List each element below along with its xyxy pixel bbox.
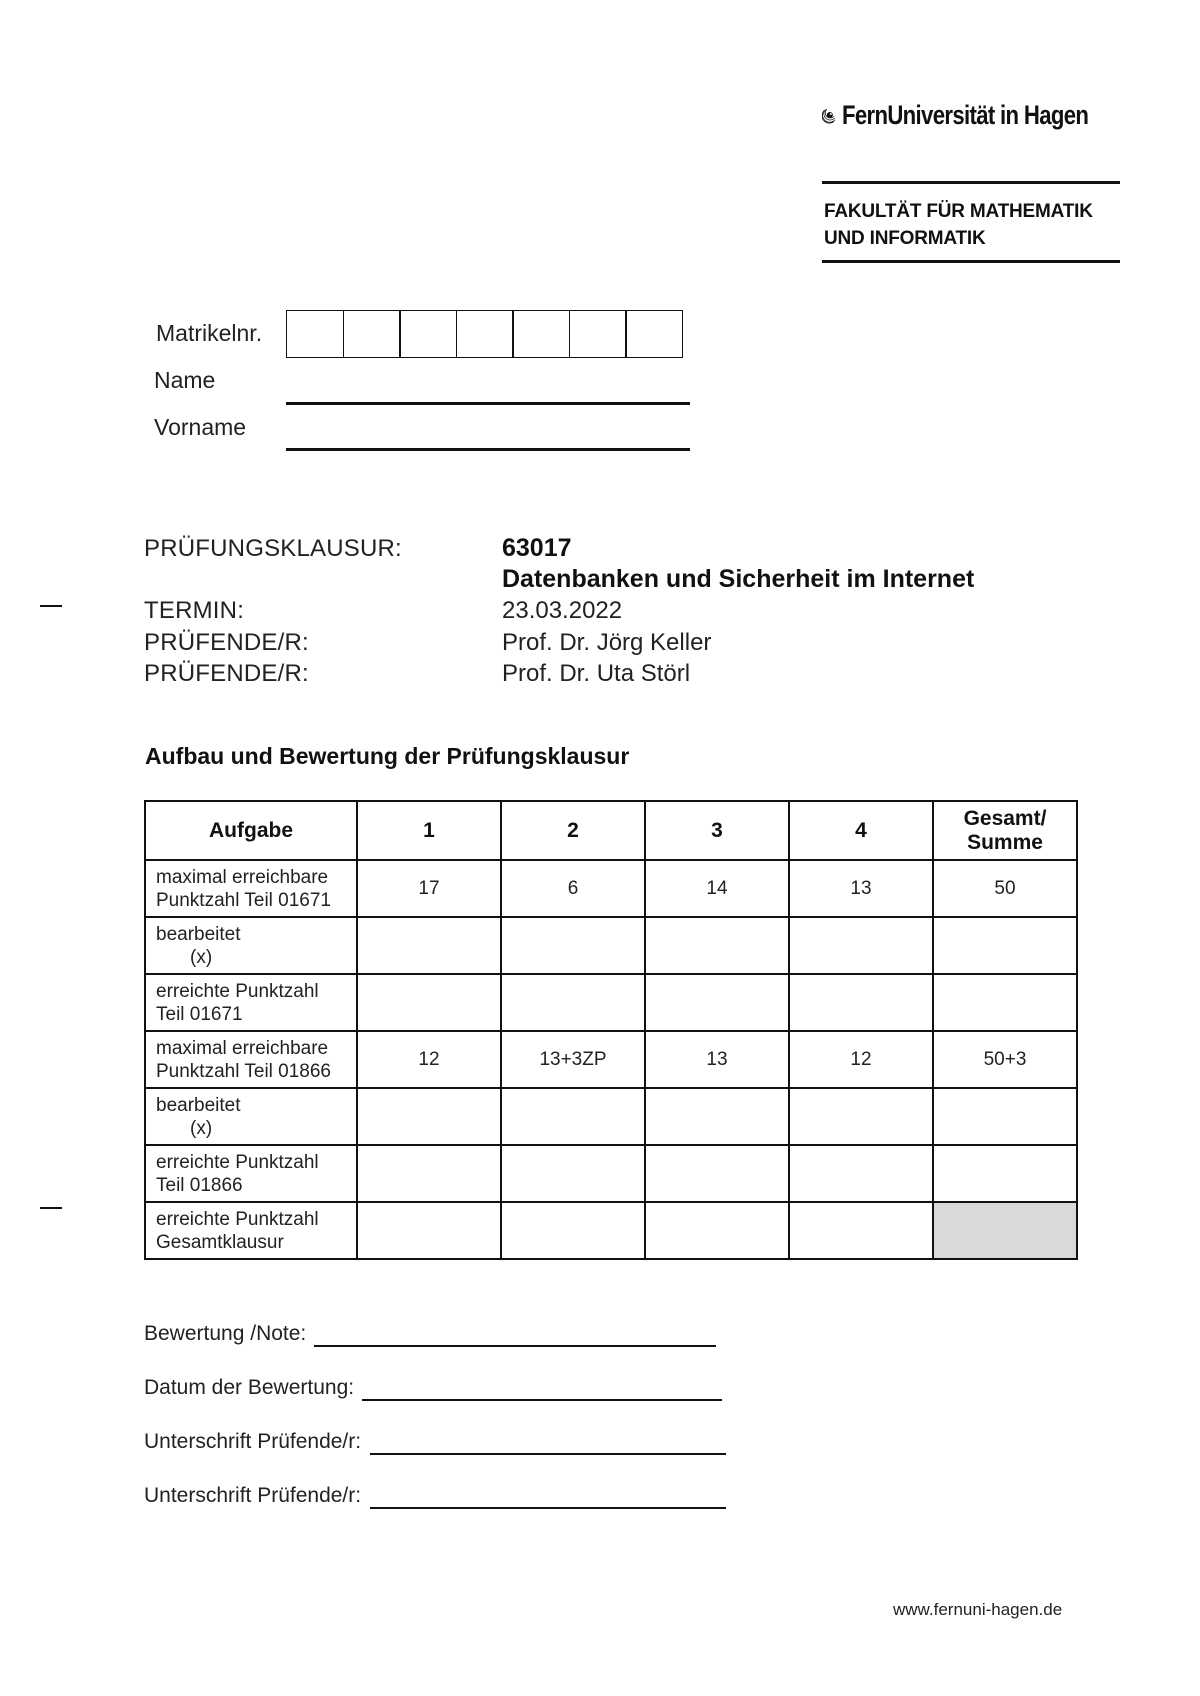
row-label-line-1: bearbeitet [156,1094,241,1116]
row-label-line-2: Gesamtklausur [156,1231,284,1253]
fernuni-logo-icon [822,84,838,146]
examiner2-label: PRÜFENDE/R: [144,660,309,687]
table-cell-input[interactable] [645,917,789,974]
matrikel-boxes[interactable] [286,310,683,358]
row-label [145,1202,357,1259]
examiner1-label: PRÜFENDE/R: [144,629,309,656]
name-label: Name [154,367,216,393]
header-rule-top [822,181,1120,184]
row-label-line-1: maximal erreichbare [156,866,329,888]
klausur-label: PRÜFUNGSKLAUSUR: [144,535,402,562]
table-cell-input[interactable] [789,974,933,1031]
row-label-line-1: bearbeitet [156,923,241,945]
table-cell-input[interactable] [789,1145,933,1202]
header-total-line-2: Summe [967,830,1043,854]
matrikel-label: Matrikelnr. [156,320,263,346]
klausur-title: Datenbanken und Sicherheit im Internet [502,565,975,593]
row-label-line-1: erreichte Punktzahl [156,1151,319,1173]
row-label-line-2: Punktzahl Teil 01866 [156,1060,331,1082]
table-cell-input[interactable] [933,917,1077,974]
table-row [145,917,1077,974]
table-cell: 14 [645,860,789,917]
table-cell-input[interactable] [501,1145,645,1202]
row-label [145,1031,357,1088]
matrikel-digit-box[interactable] [512,310,570,358]
row-label [145,860,357,917]
faculty-line-2: UND INFORMATIK [824,228,986,249]
note-field[interactable] [314,1345,716,1347]
row-label-line-1: erreichte Punktzahl [156,1208,319,1230]
score-table [144,800,1078,1260]
termin-value: 23.03.2022 [502,597,623,624]
row-label-line-1: erreichte Punktzahl [156,980,319,1002]
table-cell-input[interactable] [357,974,501,1031]
header-task-3: 3 [645,801,789,860]
table-cell-input[interactable] [789,917,933,974]
row-label [145,1088,357,1145]
signature2-field[interactable] [370,1507,726,1509]
table-cell: 50+3 [933,1031,1077,1088]
table-row [145,1145,1077,1202]
row-label-line-2: Teil 01866 [156,1174,243,1196]
table-cell-input[interactable] [933,1088,1077,1145]
signature2-label: Unterschrift Prüfende/r: [144,1484,362,1507]
table-row [145,1202,1077,1259]
faculty-line-1: FAKULTÄT FÜR MATHEMATIK [824,201,1093,222]
header-total-line-1: Gesamt/ [963,806,1047,830]
table-row [145,974,1077,1031]
faculty-name [824,198,1093,252]
table-cell-shaded [933,1202,1077,1259]
table-cell-input[interactable] [645,974,789,1031]
table-cell-input[interactable] [501,1088,645,1145]
table-cell: 50 [933,860,1077,917]
row-label-line-2: (x) [190,1117,213,1139]
header-task-4: 4 [789,801,933,860]
section-title: Aufbau und Bewertung der Prüfungsklausur [145,743,630,769]
matrikel-digit-box[interactable] [569,310,627,358]
matrikel-digit-box[interactable] [343,310,401,358]
table-cell: 13+3ZP [501,1031,645,1088]
header-aufgabe: Aufgabe [145,801,357,860]
header-task-1: 1 [357,801,501,860]
table-header-row [145,801,1077,860]
row-label [145,917,357,974]
signature1-label: Unterschrift Prüfende/r: [144,1430,362,1453]
matrikel-digit-box[interactable] [625,310,683,358]
table-cell: 6 [501,860,645,917]
vorname-field[interactable] [286,448,690,451]
table-cell-input[interactable] [645,1088,789,1145]
table-cell-input[interactable] [357,1088,501,1145]
university-logo [822,84,1142,146]
header-total [933,801,1077,860]
website-link[interactable]: www.fernuni-hagen.de [893,1600,1063,1619]
klausur-number: 63017 [502,534,572,562]
table-cell: 12 [357,1031,501,1088]
margin-fold-mark [40,605,62,607]
table-cell-input[interactable] [789,1088,933,1145]
matrikel-digit-box[interactable] [286,310,344,358]
header-rule-bottom [822,260,1120,263]
matrikel-digit-box[interactable] [456,310,514,358]
name-field[interactable] [286,402,690,405]
row-label [145,1145,357,1202]
table-cell-input[interactable] [501,1202,645,1259]
termin-label: TERMIN: [144,597,245,624]
vorname-label: Vorname [154,414,247,440]
table-row [145,860,1077,917]
row-label-line-2: Punktzahl Teil 01671 [156,889,331,911]
row-label-line-2: (x) [190,946,213,968]
examiner2-value: Prof. Dr. Uta Störl [502,660,691,687]
table-cell-input[interactable] [501,974,645,1031]
table-cell-input[interactable] [645,1202,789,1259]
table-cell-input[interactable] [645,1145,789,1202]
table-row [145,1088,1077,1145]
note-label: Bewertung /Note: [144,1322,307,1345]
table-cell-input[interactable] [357,917,501,974]
table-cell-input[interactable] [933,1145,1077,1202]
table-cell-input[interactable] [501,917,645,974]
table-cell-input[interactable] [357,1145,501,1202]
university-name: FernUniversität in Hagen [841,99,1088,130]
table-cell: 17 [357,860,501,917]
row-label-line-1: maximal erreichbare [156,1037,329,1059]
table-cell-input[interactable] [357,1202,501,1259]
examiner1-value: Prof. Dr. Jörg Keller [502,629,712,656]
table-cell: 13 [645,1031,789,1088]
table-row [145,1031,1077,1088]
table-cell: 12 [789,1031,933,1088]
date-label: Datum der Bewertung: [144,1376,355,1399]
margin-fold-mark [40,1207,62,1209]
table-cell-input[interactable] [933,974,1077,1031]
row-label [145,974,357,1031]
row-label-line-2: Teil 01671 [156,1003,243,1025]
header-task-2: 2 [501,801,645,860]
table-cell-input[interactable] [789,1202,933,1259]
matrikel-digit-box[interactable] [399,310,457,358]
table-cell: 13 [789,860,933,917]
signature1-field[interactable] [370,1453,726,1455]
date-field[interactable] [362,1399,722,1401]
